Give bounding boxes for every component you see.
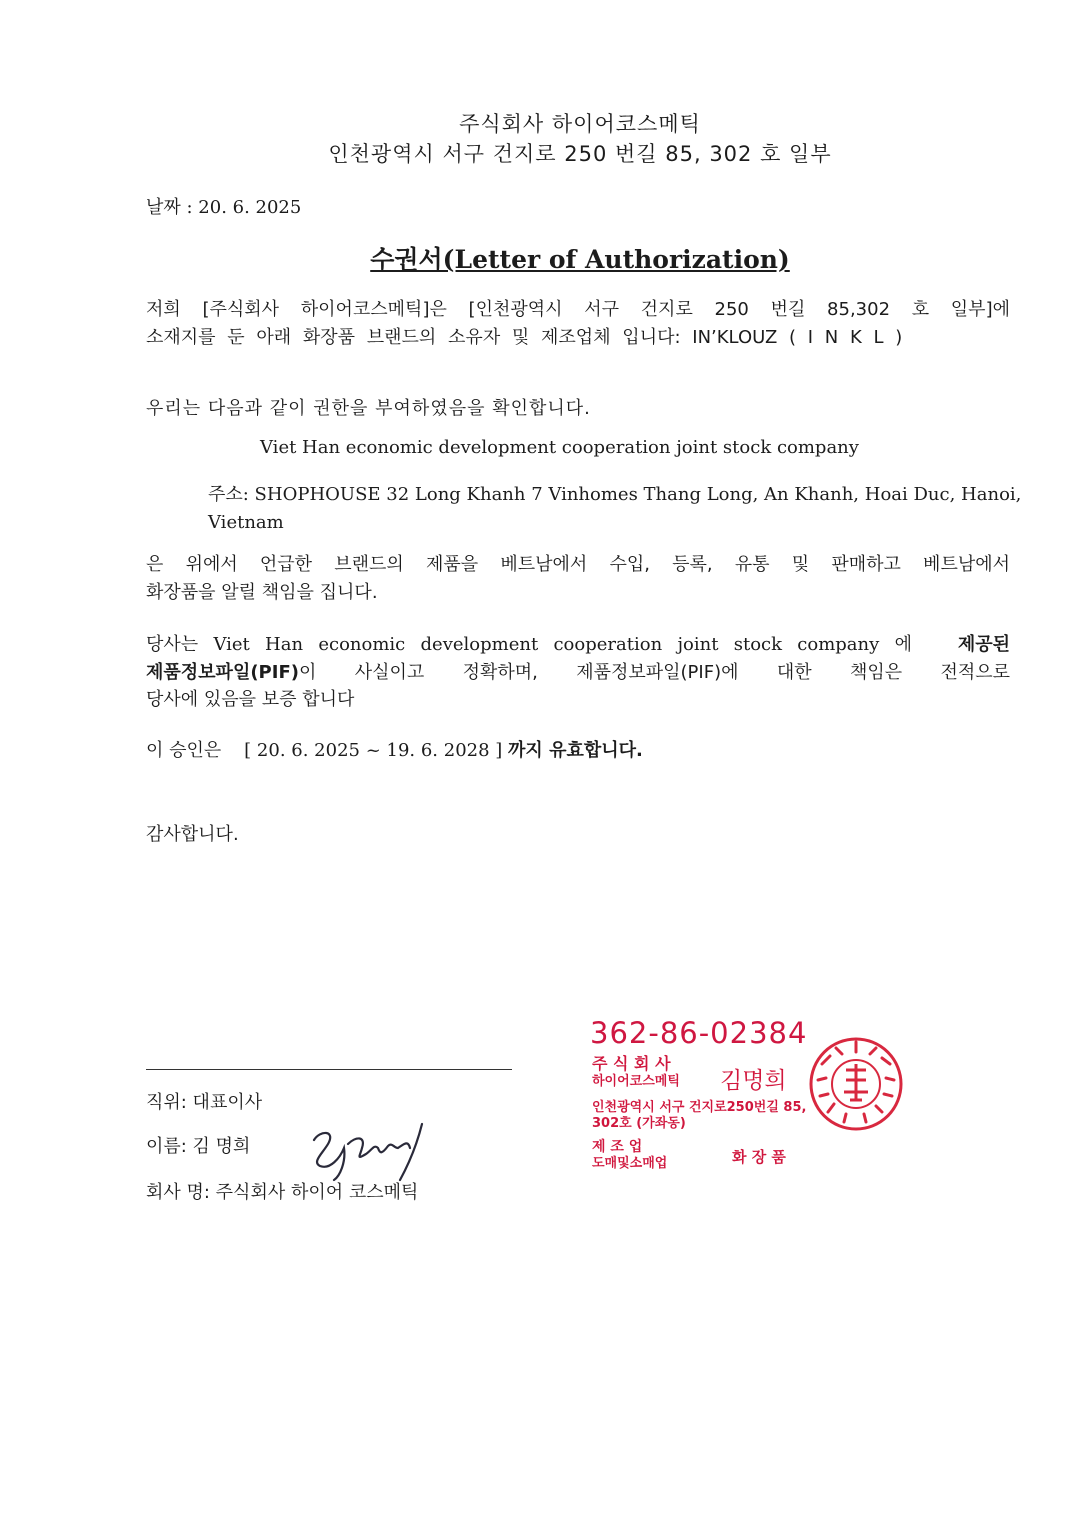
guarantee-line1-b: 제공된 [957, 634, 1010, 655]
guarantee-line3: 당사에 있음을 보증 합니다 [146, 689, 355, 710]
paragraph-responsibility-line1: 은 위에서 언급한 브랜드의 제품을 베트남에서 수입, 등록, 유통 및 판매하고 베트남에서 [146, 554, 1010, 575]
closing: 감사합니다. [146, 824, 239, 845]
guarantee-line2-b: 이 사실이고 정확하며, 제품정보파일(PIF)에 대한 책임은 전적으로 [298, 662, 1010, 683]
signatory-company: 회사 명: 주식회사 하이어 코스메틱 [146, 1182, 419, 1203]
header-company: 주식회사 하이어코스메틱 [459, 112, 701, 136]
paragraph-owner-line1: 저희 [주식회사 하이어코스메틱]은 [인천광역시 서구 건지로 250 번길 85,302 호 일부]에 [146, 299, 1010, 320]
authorized-address-line1: 주소: SHOPHOUSE 32 Long Khanh 7 Vinhomes Thang Long, An Khanh, Hoai Duc, Hanoi, [208, 484, 1022, 505]
paragraph-confirm: 우리는 다음과 같이 권한을 부여하였음을 확인합니다. [146, 398, 591, 419]
authorized-address [208, 481, 1022, 537]
authorized-address-line2: Vietnam [208, 512, 284, 533]
paragraph-owner-2 [146, 324, 1010, 352]
validity-prefix: 이 승인은 [146, 740, 222, 761]
stamp-representative: 김명희 [720, 1068, 787, 1094]
authorized-company: Viet Han economic development cooperation joint stock company [260, 437, 859, 458]
stamp-address-line1: 인천광역시 서구 건지로250번길 85, [592, 1100, 807, 1115]
handwritten-signature [300, 1118, 450, 1184]
validity-suffix: 까지 유효합니다. [508, 740, 643, 761]
stamp-business-line1: 제 조 업 [592, 1139, 643, 1155]
signatory-name: 이름: 김 명희 [146, 1136, 251, 1157]
paragraph-guarantee-2 [146, 659, 1010, 687]
stamp-address-line2: 302호 (가좌동) [592, 1116, 686, 1131]
guarantee-line1-a: 당사는 Viet Han economic development cooperation joint stock company 에 [146, 634, 912, 655]
header-address: 인천광역시 서구 건지로 250 번길 85, 302 호 일부 [328, 142, 832, 166]
guarantee-line2-a: 제품정보파일(PIF) [146, 662, 299, 683]
paragraph-responsibility-line2: 화장품을 알릴 책임을 집니다. [146, 582, 378, 603]
stamp-category: 화 장 품 [732, 1148, 786, 1166]
company-seal-icon [806, 1034, 906, 1134]
date-line: 날짜 : 20. 6. 2025 [146, 197, 302, 218]
signature-line [146, 1069, 512, 1070]
paragraph-guarantee-3 [146, 686, 1010, 714]
stamp-registration-number: 362-86-02384 [590, 1016, 808, 1050]
validity-period: [ 20. 6. 2025 ~ 19. 6. 2028 ] [244, 740, 503, 761]
paragraph-responsibility [146, 551, 1010, 579]
stamp-business-line2: 도매및소매업 [592, 1156, 668, 1171]
stamp-company-line1: 주 식 회 사 [592, 1054, 671, 1073]
paragraph-owner [146, 296, 1010, 324]
signatory-position: 직위: 대표이사 [146, 1092, 263, 1113]
paragraph-responsibility-2 [146, 579, 1010, 607]
document-title: 수권서(Letter of Authorization) [370, 245, 790, 274]
stamp-company-line2: 하이어코스메틱 [592, 1074, 680, 1089]
validity-line [146, 736, 643, 762]
paragraph-guarantee [146, 631, 1010, 659]
paragraph-owner-line2: 소재지를 둔 아래 화장품 브랜드의 소유자 및 제조업체 입니다: IN’KLOUZ ( I N K L ) [146, 327, 903, 348]
